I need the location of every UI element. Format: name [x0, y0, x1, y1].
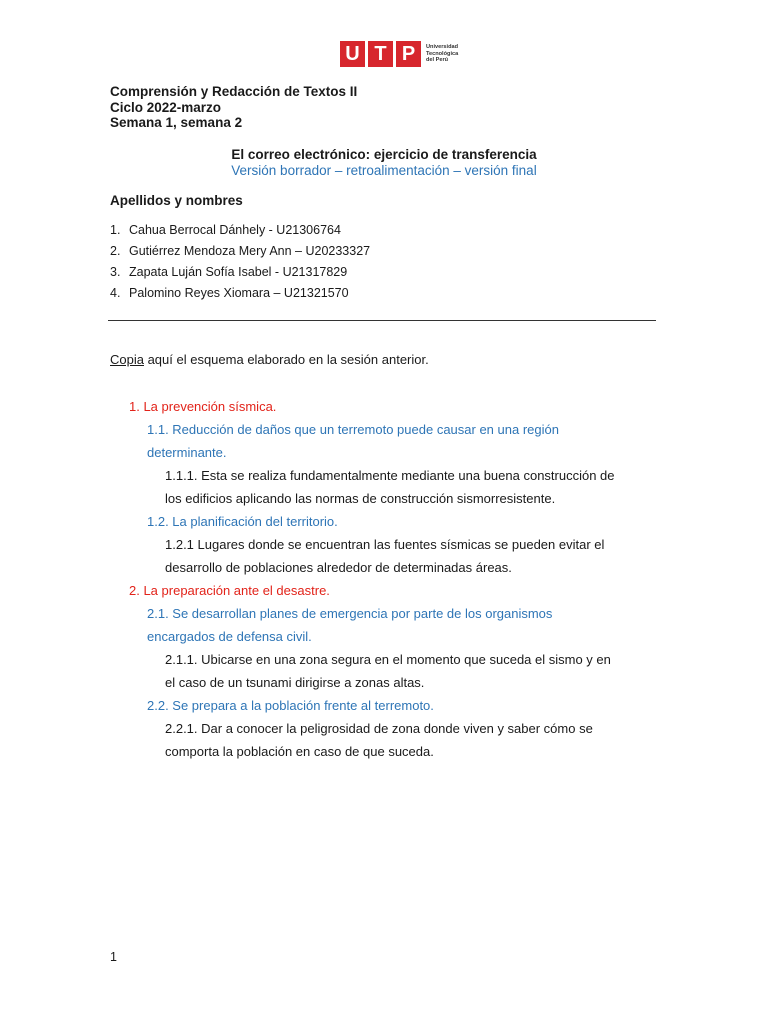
outline-item-level-3	[165, 717, 657, 763]
member-name: Zapata Luján Sofía Isabel - U21317829	[129, 265, 348, 279]
outline-line: los edificios aplicando las normas de construcción sismorresistente.	[165, 491, 556, 506]
member-item	[110, 222, 370, 243]
outline-line: 2. La preparación ante el desastre.	[129, 583, 330, 598]
member-name: Gutiérrez Mendoza Mery Ann – U20233327	[129, 244, 371, 258]
member-item	[110, 264, 370, 285]
outline-line: determinante.	[147, 445, 227, 460]
outline-line: 1.1.1. Esta se realiza fundamentalmente mediante una buena construcción de	[165, 468, 615, 483]
course-week: Semana 1, semana 2	[110, 115, 243, 130]
outline-line: 1.1. Reducción de daños que un terremoto puede causar en una región	[147, 422, 559, 437]
outline-item-level-3	[165, 533, 657, 579]
outline-line: 2.2.1. Dar a conocer la peligrosidad de zona donde viven y saber cómo se	[165, 721, 593, 736]
member-name: Palomino Reyes Xiomara – U21321570	[129, 286, 349, 300]
intro-text	[110, 352, 429, 367]
separator-line	[108, 320, 656, 321]
member-item	[110, 243, 370, 264]
outline-line: 1.2.1 Lugares donde se encuentran las fuentes sísmicas se pueden evitar el	[165, 537, 605, 552]
outline-item-level-1	[129, 579, 657, 602]
logo-letter-p: P	[396, 41, 421, 67]
logo-caption-line: del Perú	[426, 57, 449, 64]
document-title: El correo electrónico: ejercicio de transferencia	[231, 147, 537, 162]
logo-caption	[426, 44, 458, 64]
outline-line: 2.1.1. Ubicarse en una zona segura en el momento que suceda el sismo y en	[165, 652, 611, 667]
members-heading: Apellidos y nombres	[110, 193, 243, 208]
outline-item-level-1	[129, 395, 657, 418]
outline-item-level-2	[147, 418, 657, 464]
outline-line: 1. La prevención sísmica.	[129, 399, 277, 414]
members-list	[110, 222, 370, 306]
outline-line: 1.2. La planificación del territorio.	[147, 514, 338, 529]
logo-letter-t: T	[368, 41, 393, 67]
page-number: 1	[110, 950, 117, 964]
outline-line: encargados de defensa civil.	[147, 629, 312, 644]
member-number: 2.	[110, 244, 121, 258]
member-item	[110, 285, 370, 306]
member-name: Cahua Berrocal Dánhely - U21306764	[129, 223, 341, 237]
document-subtitle: Versión borrador – retroalimentación – versión final	[231, 163, 537, 178]
outline-line: desarrollo de poblaciones alrededor de determinadas áreas.	[165, 560, 512, 575]
course-header	[110, 84, 357, 131]
intro-rest: aquí el esquema elaborado en la sesión anterior.	[143, 352, 429, 367]
course-name: Comprensión y Redacción de Textos II	[110, 84, 358, 99]
intro-copia: Copia	[110, 352, 144, 367]
utp-logo	[340, 41, 458, 67]
course-cycle: Ciclo 2022-marzo	[110, 99, 222, 115]
member-number: 3.	[110, 265, 121, 279]
outline-line: 2.1. Se desarrollan planes de emergencia por parte de los organismos	[147, 606, 553, 621]
outline-line: el caso de un tsunami dirigirse a zonas altas.	[165, 675, 425, 690]
logo-caption-line: Universidad	[426, 44, 459, 51]
outline-item-level-3	[165, 648, 657, 694]
outline-item-level-3	[165, 464, 657, 510]
outline-line: 2.2. Se prepara a la población frente al terremoto.	[147, 698, 434, 713]
logo-letters	[340, 41, 421, 67]
member-number: 4.	[110, 286, 121, 300]
logo-caption-line: Tecnológica	[426, 50, 459, 57]
outline-line: comporta la población en caso de que suceda.	[165, 744, 434, 759]
member-number: 1.	[110, 223, 121, 237]
outline-item-level-2	[147, 694, 657, 717]
outline-item-level-2	[147, 602, 657, 648]
logo-letter-u: U	[340, 41, 365, 67]
outline-item-level-2	[147, 510, 657, 533]
